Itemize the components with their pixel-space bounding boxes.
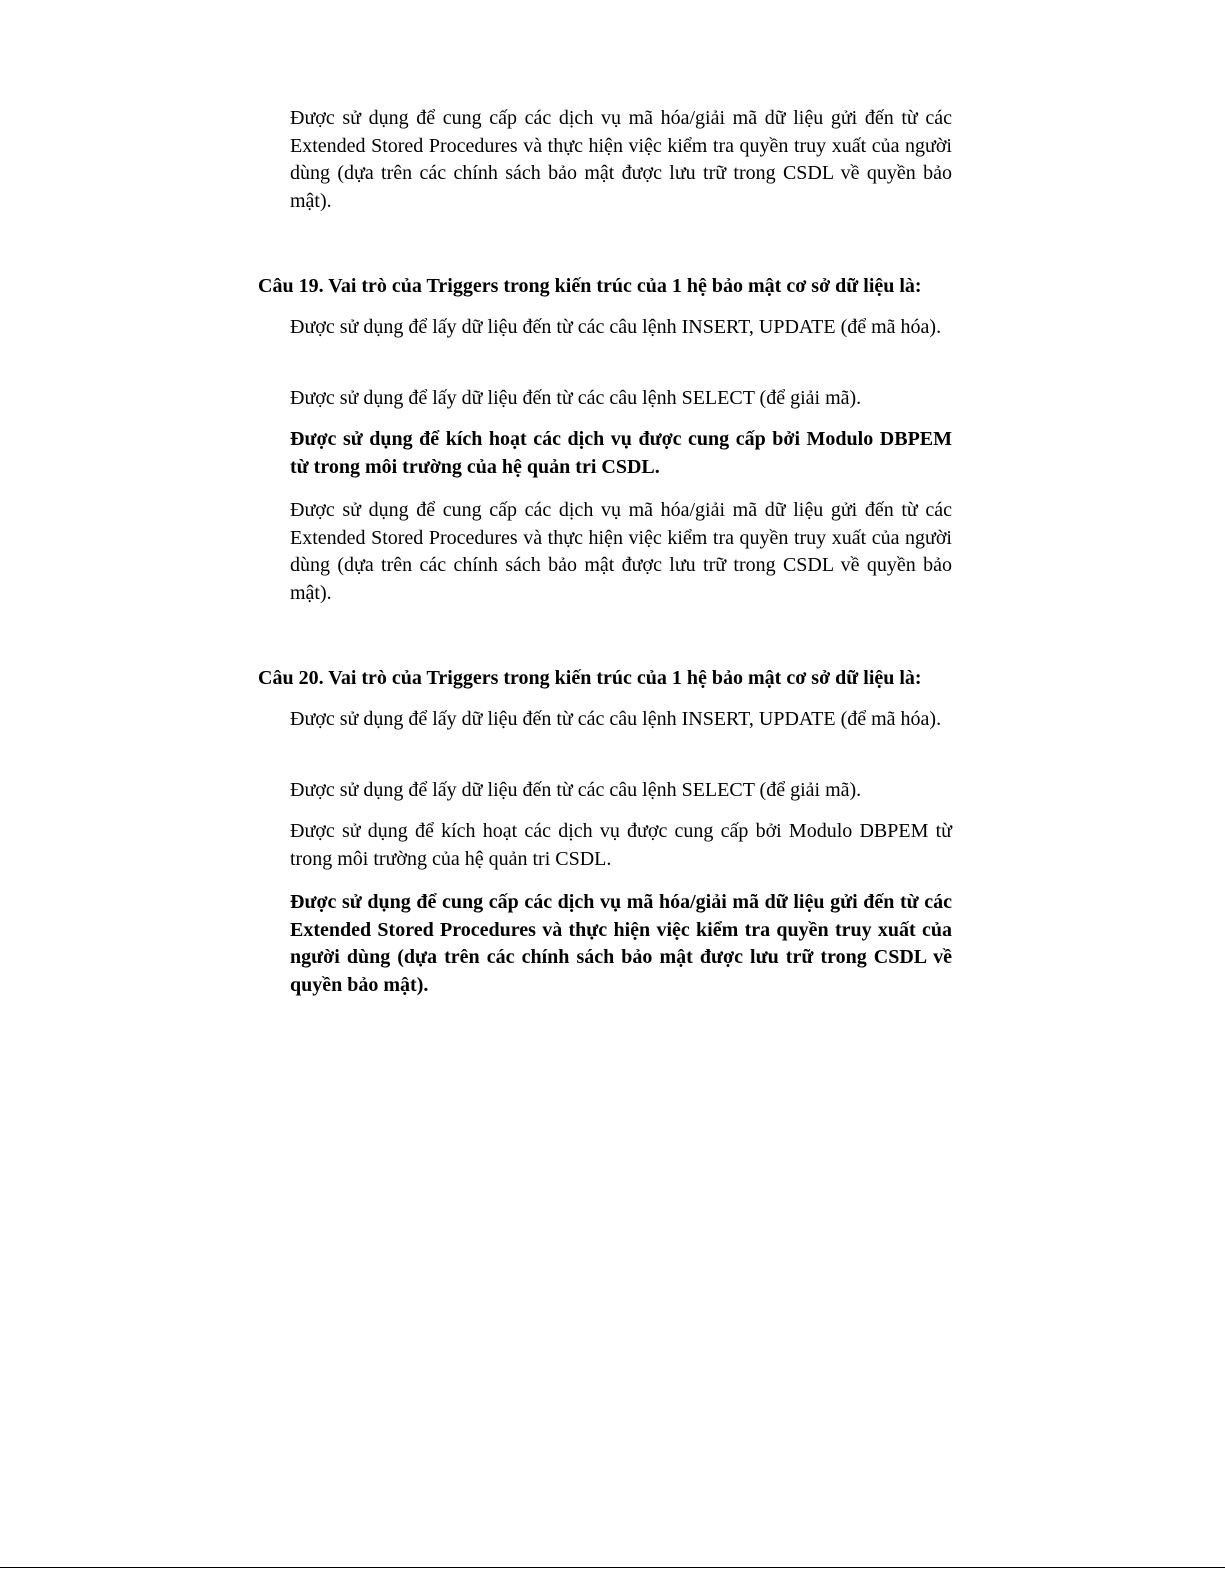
question-20-option-b: Được sử dụng để lấy dữ liệu đến từ các câu lệnh SELECT (để giải mã). bbox=[290, 779, 862, 801]
question-20-option-c: Được sử dụng để kích hoạt các dịch vụ được cung cấp bởi Modulo DBPEM từ trong môi trường của hệ quản tri CSDL. bbox=[290, 820, 952, 870]
question-20-option-a: Được sử dụng để lấy dữ liệu đến từ các câu lệnh INSERT, UPDATE (để mã hóa). bbox=[290, 708, 942, 730]
question-19-option-a: Được sử dụng để lấy dữ liệu đến từ các câu lệnh INSERT, UPDATE (để mã hóa). bbox=[290, 316, 942, 338]
page-bottom-rule bbox=[0, 1567, 1225, 1568]
question-19-option-b: Được sử dụng để lấy dữ liệu đến từ các câu lệnh SELECT (để giải mã). bbox=[290, 387, 862, 409]
prev-question-option-d: Được sử dụng để cung cấp các dịch vụ mã hóa/giải mã dữ liệu gửi đến từ các Extended Stored Procedures và thực hiện việc kiểm tra quyền truy xuất của người dùng (dựa trên các chính sách bảo mật được lưu trữ trong CSDL về quyền bảo mật). bbox=[290, 107, 952, 212]
question-19-title: Câu 19. Vai trò của Triggers trong kiến trúc của 1 hệ bảo mật cơ sở dữ liệu là: bbox=[258, 275, 922, 297]
question-19-option-c-correct: Được sử dụng để kích hoạt các dịch vụ được cung cấp bởi Modulo DBPEM từ trong môi trường của hệ quản tri CSDL. bbox=[290, 428, 952, 478]
question-19-option-d: Được sử dụng để cung cấp các dịch vụ mã hóa/giải mã dữ liệu gửi đến từ các Extended Stored Procedures và thực hiện việc kiểm tra quyền truy xuất của người dùng (dựa trên các chính sách bảo mật được lưu trữ trong CSDL về quyền bảo mật). bbox=[290, 499, 952, 604]
question-20-option-d-correct: Được sử dụng để cung cấp các dịch vụ mã hóa/giải mã dữ liệu gửi đến từ các Extended Stored Procedures và thực hiện việc kiểm tra quyền truy xuất của người dùng (dựa trên các chính sách bảo mật được lưu trữ trong CSDL về quyền bảo mật). bbox=[290, 891, 952, 996]
question-20-title: Câu 20. Vai trò của Triggers trong kiến trúc của 1 hệ bảo mật cơ sở dữ liệu là: bbox=[258, 667, 922, 689]
